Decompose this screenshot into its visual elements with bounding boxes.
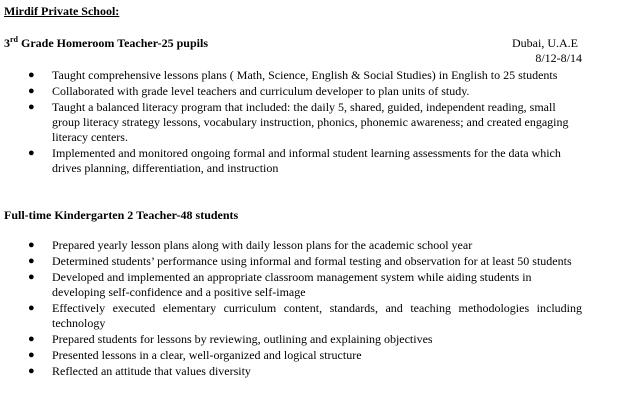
list-item — [0, 301, 582, 331]
list-item-text: Prepared yearly lesson plans along with daily lesson plans for the academic school year — [52, 238, 473, 252]
bullet-icon: ● — [28, 239, 35, 251]
kindergarten-duties-list — [0, 238, 622, 380]
list-item — [0, 68, 582, 83]
job-title-text: Grade Homeroom Teacher-25 pupils — [18, 36, 208, 50]
bullet-icon: ● — [28, 349, 35, 361]
list-item — [0, 84, 582, 99]
bullet-icon: ● — [28, 69, 35, 81]
list-item-text: Taught a balanced literacy program that included: the daily 5, shared, guided, independent reading, small group literacy strategy lessons, vocabulary instruction, phonics, phonemic awareness; and created engaging literacy centers. — [52, 100, 569, 144]
list-item — [0, 238, 582, 253]
list-item-text: Taught comprehensive lessons plans ( Math, Science, English & Social Studies) in English to 25 students — [52, 68, 558, 82]
job-title-ordinal: rd — [10, 35, 18, 44]
bullet-icon: ● — [28, 101, 35, 113]
list-item-text: Determined students’ performance using informal and formal testing and observation for at least 50 students — [52, 254, 572, 268]
list-item-text: Effectively executed elementary curriculum content, standards, and teaching methodologies including technology — [52, 301, 582, 330]
list-item — [0, 348, 582, 363]
list-item — [0, 332, 582, 347]
bullet-icon: ● — [28, 302, 35, 314]
list-item-text: Reflected an attitude that values diversity — [52, 364, 251, 378]
list-item — [0, 254, 582, 269]
job-title-kindergarten: Full-time Kindergarten 2 Teacher-48 students — [4, 208, 239, 222]
list-item — [0, 100, 582, 145]
homeroom-duties-list — [0, 68, 622, 177]
bullet-icon: ● — [28, 147, 35, 159]
bullet-icon: ● — [28, 365, 35, 377]
job-location: Dubai, U.A.E — [512, 36, 578, 50]
job-dates: 8/12-8/14 — [535, 51, 582, 65]
job-title-grade: 3 — [4, 36, 10, 50]
list-item-text: Developed and implemented an appropriate classroom management system while aiding students in developing self-confidence and a positive self-image — [52, 270, 532, 299]
bullet-icon: ● — [28, 85, 35, 97]
list-item-text: Prepared students for lessons by reviewing, outlining and explaining objectives — [52, 332, 433, 346]
list-item-text: Collaborated with grade level teachers and curriculum developer to plan units of study. — [52, 84, 470, 98]
list-item-text: Implemented and monitored ongoing formal and informal student learning assessments for the data which drives planning, differentiation, and instruction — [52, 146, 561, 175]
bullet-icon: ● — [28, 255, 35, 267]
bullet-icon: ● — [28, 333, 35, 345]
job-title-homeroom — [4, 36, 208, 51]
bullet-icon: ● — [28, 271, 35, 283]
list-item — [0, 146, 582, 176]
school-heading: Mirdif Private School: — [4, 4, 120, 18]
list-item — [0, 270, 582, 300]
list-item-text: Presented lessons in a clear, well-organized and logical structure — [52, 348, 362, 362]
list-item — [0, 364, 582, 379]
